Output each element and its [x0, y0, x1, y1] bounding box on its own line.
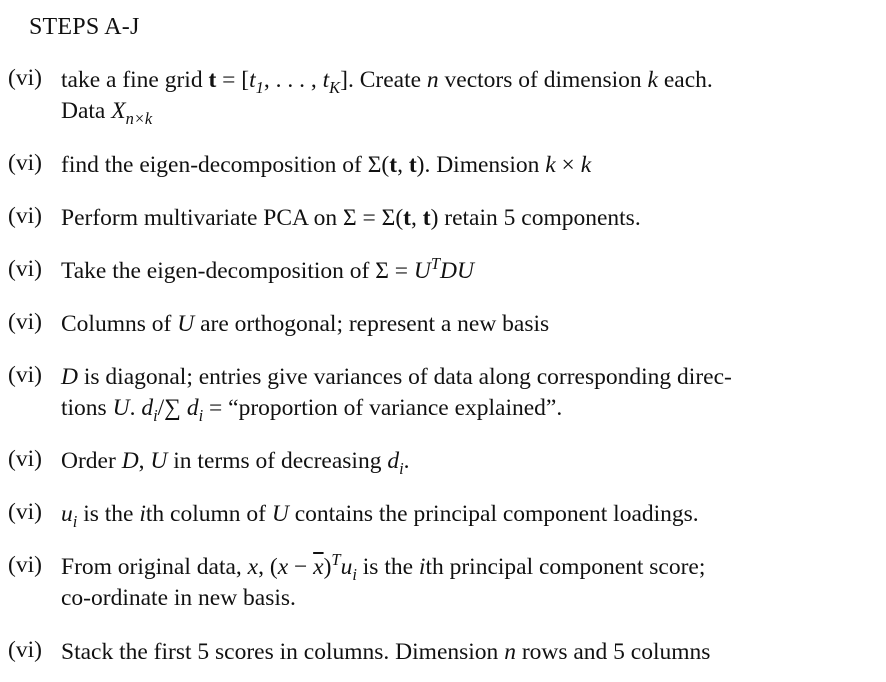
step-text: Stack the first 5 scores in columns. Dimension n rows and 5 columns	[61, 639, 711, 665]
step-number: (vi)	[8, 65, 42, 91]
step-number: (vi)	[8, 552, 42, 578]
step-text: D is diagonal; entries give variances of data along corresponding direc- tions U. $d_i/\sum$ $d_i$ = “proportion of variance explained”.	[61, 364, 732, 425]
step-number: (vi)	[8, 637, 42, 663]
step-number: (vi)	[8, 256, 42, 282]
page-title: STEPS A-J	[29, 14, 140, 40]
step-text: find the eigen-decomposition of Σ(t, t). Dimension k × k	[61, 152, 592, 178]
step-text: From original data, x, $(x - \overline{x})^Tu_i$ is the ith principal component score; co-ordinate in new basis.	[61, 549, 706, 611]
step-number: (vi)	[8, 150, 42, 176]
step-number: (vi)	[8, 362, 42, 388]
step-number: (vi)	[8, 309, 42, 335]
step-text: take a fine grid $t = [t_1$, . . . , $t_K$]. Create n vectors of dimension k each. Data $X_{n\times k}$	[61, 67, 713, 128]
step-text: Take the eigen-decomposition of $\Sigma = U^TDU$	[61, 253, 474, 284]
step-number: (vi)	[8, 203, 42, 229]
step-number: (vi)	[8, 446, 42, 472]
step-number: (vi)	[8, 499, 42, 525]
step-text: Columns of U are orthogonal; represent a new basis	[61, 311, 550, 337]
step-text: Perform multivariate PCA on Σ = Σ(t, t) retain 5 components.	[61, 205, 641, 231]
step-text: $u_i$ is the ith column of U contains the principal component loadings.	[61, 501, 699, 531]
step-text: Order D, U in terms of decreasing $d_i$.	[61, 448, 410, 478]
